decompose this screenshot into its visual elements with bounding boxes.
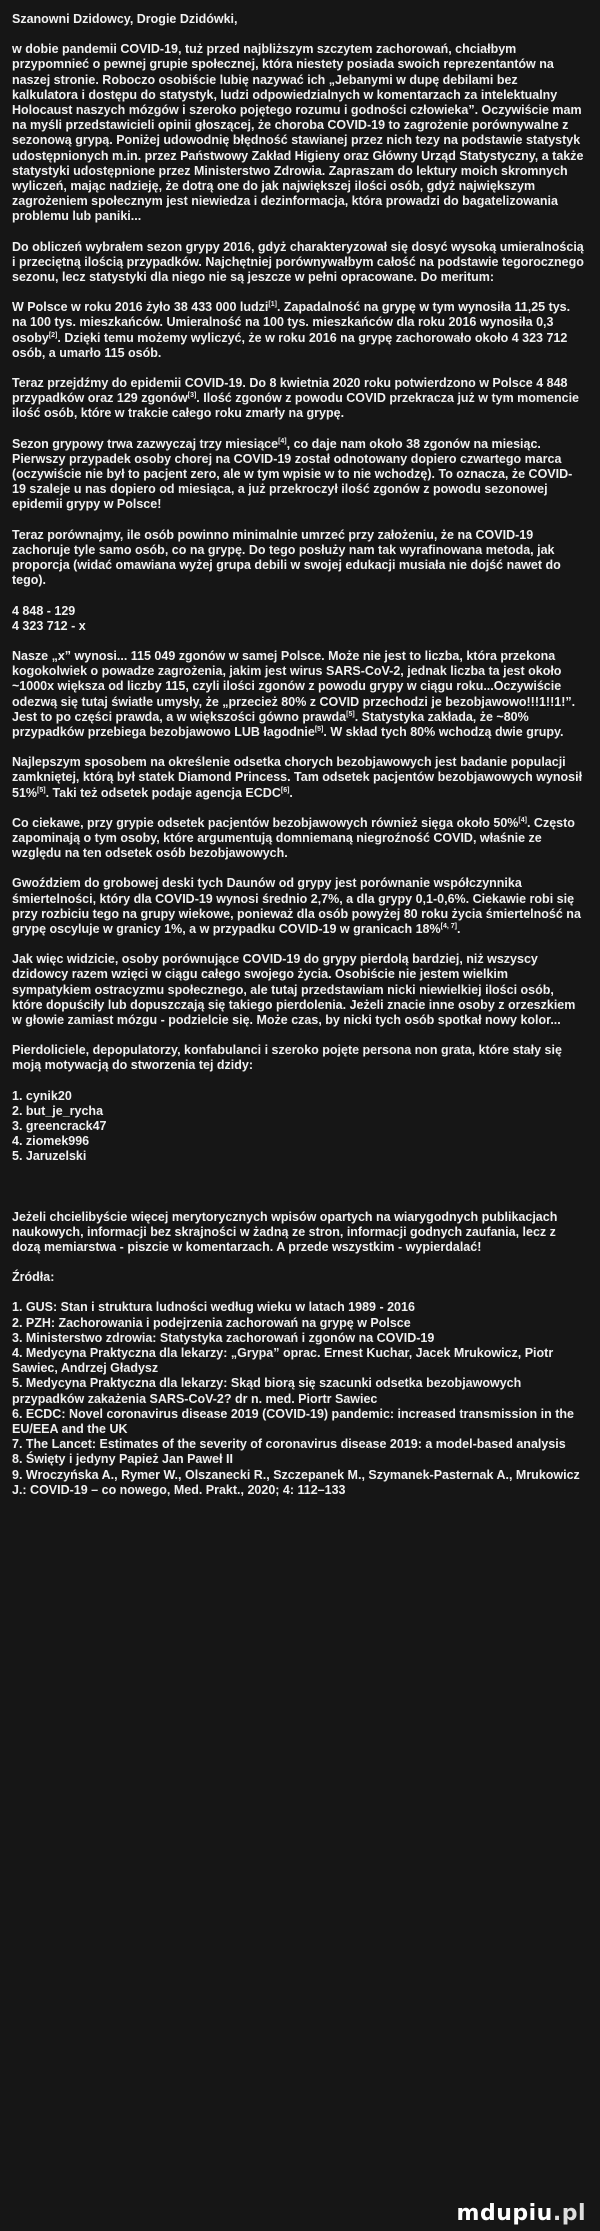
paragraph-diamond-princess: Najlepszym sposobem na określenie odsetka chorych bezobjawowych jest badanie populacji zamkniętej, którą był statek Diamond Princess. Tam odsetek pacjentów bezobjawowych wynosił 51%[5]. Taki też odsetek podaje agencja ECDC[6]. xyxy=(12,755,583,800)
source-item: 5. Medycyna Praktyczna dla lekarzy: Skąd biorą się szacunki odsetka bezobjawowych przypadków zakażenia SARS-CoV-2? dr n. med. Piortr Sawiec xyxy=(12,1376,522,1406)
nickname-list xyxy=(12,1089,584,1165)
source-item: 2. PZH: Zachorowania i podejrzenia zachorowań na grypę w Polsce xyxy=(12,1315,411,1330)
paragraph-flu-season: Sezon grypowy trwa zazwyczaj trzy miesiące[4], co daje nam około 38 zgonów na miesiąc. Pierwszy przypadek osoby chorej na COVID-19 został odnotowany dopiero czwartego marca (oczywiście nie był to pacjent zero, ale w tym wpisie w to nie wchodzę). To oznacza, że COVID-19 szaleje u nas dopiero od miesiąca, a już przekroczył ilość zgonów z powodu sezonowej epidemii grypy w Polsce! xyxy=(12,436,573,512)
paragraph-intro: w dobie pandemii COVID-19, tuż przed najbliższym szczytem zachorowań, chciałbym przypomnieć o pewnej grupie społecznej, która niestety posiada swoich reprezentantów na naszej stronie. Roboczo osobiście lubię nazywać ich „Jebanymi w dupę debilami bez kalkulatora i dostępu do statystyk, ludzi odpowiedzialnych w komentarzach za intelektualny Holocaust naszych mózgów i szeroko pojętego rozumu i godności człowieka”. Oczywiście mam na myśli przedstawicieli opinii głoszącej, że choroba COVID-19 to zagrożenie porównywalne z sezonową grypą. Poniżej udowodnię błędność stawianej przez nich tezy na podstawie statystyk udostępnionych m.in. przez Państwowy Zakład Higieny oraz Główny Urząd Statystyczny, a także statystyki udostępnione przez Ministerstwo Zdrowia. Zapraszam do lektury moich skromnych wyliczeń, mając nadzieję, że dotrą one do jak największej ilości osób, gdyż największym zagrożeniem społecznym jest niewiedza i dezinformacja, która prowadzi do bagatelizowania problemu lub paniki... xyxy=(12,42,584,224)
paragraph-list-intro: Pierdoliciele, depopulatorzy, konfabulanci i szeroko pojęte persona non grata, które stały się moją motywacją do stworzenia tej dzidy: xyxy=(12,1043,562,1073)
citation-marker: [5] xyxy=(346,710,355,718)
citation-marker: [3] xyxy=(187,392,197,400)
citation-marker: [1] xyxy=(268,301,277,309)
sources-list xyxy=(12,1300,584,1498)
article xyxy=(12,12,584,1513)
sources-heading: Źródła: xyxy=(12,1270,55,1285)
paragraph-season: Do obliczeń wybrałem sezon grypy 2016, gdyż charakteryzował się dosyć wysoką umieralnością i przeciętną ilością przypadków. Najchętniej porównywałbym całość na podstawie tegorocznego sezonu, lecz statystyki dla niego nie są jeszcze w pełni opracowane. Do meritum: xyxy=(12,239,584,285)
paragraph-conclusion: Jak więc widzicie, osoby porównujące COVID-19 do grypy pierdolą bardziej, niż wszyscy dzidowcy razem wzięci w ciągu całego swojego życia. Osobiście nie jestem wielkim sympatykiem ostracyzmu społecznego, ale tutaj przedstawiam nicki niewielkiej ilości osób, które dopuściły lub dopuszczają się takiego pierdolenia. Jeżeli znacie inne osoby z orzeszkiem w głowie zamiast mózgu - podzielcie się. Może czas, by nicki tych osób spotkał nowy kolor... xyxy=(12,952,576,1027)
citation-marker: [5] xyxy=(37,786,46,794)
watermark-logo xyxy=(456,2200,586,2226)
citation-marker: [4] xyxy=(518,816,527,824)
citation-marker: [2] xyxy=(48,331,58,339)
source-item: 9. Wroczyńska A., Rymer W., Olszanecki R., Szczepanek M., Szymanek-Pasternak A., Mrukowicz J.: COVID-19 – co nowego, Med. Prakt., 2020; 4: 112–133 xyxy=(12,1467,580,1497)
source-item: 3. Ministerstwo zdrowia: Statystyka zachorowań i zgonów na COVID-19 xyxy=(12,1330,435,1345)
paragraph-mortality: Gwoździem do grobowej deski tych Daunów od grypy jest porównanie współczynnika śmiertelności, który dla COVID-19 wynosi średnio 2,7%, a dla grypy 0,1-0,6%. Ciekawie robi się przy rozbiciu tego na grupy wiekowe, ponieważ dla osób powyżej 80 roku życia śmiertelność na grypę oscyluje w granicy 1%, a w przypadku COVID-19 w granicach 18%[4, 7]. xyxy=(12,876,581,936)
proportion: 4 848 - 129 4 323 712 - x xyxy=(12,603,86,633)
list-item: 1. cynik20 xyxy=(12,1088,72,1103)
citation-marker: [4] xyxy=(278,437,287,445)
watermark-main: mdupiu xyxy=(456,2200,553,2226)
watermark-suffix: .pl xyxy=(552,2200,586,2226)
source-item: 1. GUS: Stan i struktura ludności według wieku w latach 1989 - 2016 xyxy=(12,1300,415,1315)
citation-marker: [4, 7] xyxy=(440,922,457,930)
list-item: 5. Jaruzelski xyxy=(12,1149,87,1164)
paragraph-covid-stats: Teraz przejdźmy do epidemii COVID-19. Do 8 kwietnia 2020 roku potwierdzono w Polsce 4 848 przypadków oraz 129 zgonów[3]. Ilość zgonów z powodu COVID przekracza już w tym momencie ilość osób, które w trakcie całego roku zmarły na grypę. xyxy=(12,376,579,421)
list-item: 3. greencrack47 xyxy=(12,1118,107,1133)
list-item: 4. ziomek996 xyxy=(12,1134,90,1149)
citation-marker: [5] xyxy=(314,725,324,733)
citation-marker: [6] xyxy=(280,786,290,794)
paragraph-closing: Jeżeli chcielibyście więcej merytorycznych wpisów opartych na wiarygodnych publikacjach naukowych, informacji bez skrajności w żadną ze stron, informacji godnych zaufania, lecz z dozą memiarstwa - piszcie w komentarzach. A przede wszystkim - wypierdalać! xyxy=(12,1209,558,1254)
paragraph-asymptomatic: Co ciekawe, przy grypie odsetek pacjentów bezobjawowych również sięga około 50%[4]. Często zapominają o tym osoby, które argumentują domniemaną niegroźność COVID, właśnie ze względu na ten odsetek osób bezobjawowych. xyxy=(12,815,575,861)
source-item: 6. ECDC: Novel coronavirus disease 2019 (COVID-19) pandemic: increased transmission in the EU/EEA and the UK xyxy=(12,1406,574,1437)
spacer xyxy=(12,1180,584,1210)
source-item: 8. Święty i jedyny Papież Jan Paweł II xyxy=(12,1452,233,1467)
paragraph-flu-stats: W Polsce w roku 2016 żyło 38 433 000 ludzi[1]. Zapadalność na grypę w tym wynosiła 11,25 tys. na 100 tys. mieszkańców. Umieralność na 100 tys. mieszkańców dla roku 2016 wynosiła 0,3 osoby[2]. Dzięki temu możemy wyliczyć, że w roku 2016 na grypę zachorowało około 4 323 712 osób, a umarło 115 osób. xyxy=(12,300,571,360)
source-item: 4. Medycyna Praktyczna dla lekarzy: „Grypa” oprac. Ernest Kuchar, Jacek Mrukowicz, Piotr Sawiec, Andrzej Gładysz xyxy=(12,1346,554,1376)
list-item: 2. but_je_rycha xyxy=(12,1103,104,1118)
paragraph-comparison: Teraz porównajmy, ile osób powinno minimalnie umrzeć przy założeniu, że na COVID-19 zachoruje tyle samo osób, co na grypę. Do tego posłuży nam tak wyrafinowana metoda, jak proporcja (widać omawiana wyżej grupa debili w swojej edukacji musiała nie dojść nawet do tego). xyxy=(12,527,561,588)
source-item: 7. The Lancet: Estimates of the severity of coronavirus disease 2019: a model-based analysis xyxy=(12,1437,566,1452)
greeting: Szanowni Dzidowcy, Drogie Dzidówki, xyxy=(12,12,238,26)
paragraph-x-result: Nasze „x” wynosi... 115 049 zgonów w samej Polsce. Może nie jest to liczba, która przekona kogokolwiek o powadze zagrożenia, jakim jest wirus SARS-CoV-2, jednak liczba ta jest około ~1000x większa od liczby 115, czyli ilości zgonów z powodu grypy w ciągu roku...Oczywiście odezwą się tutaj światłe umysły, że „przecież 80% z COVID przechodzi je bezobjawowo!!!1!!1!”. Jest to po części prawda, a w większości gówno prawda[5]. Statystyka zakłada, że ~80% przypadków przebiega bezobjawowo LUB łagodnie[5]. W skład tych 80% wchodzą dwie grupy. xyxy=(12,648,576,739)
